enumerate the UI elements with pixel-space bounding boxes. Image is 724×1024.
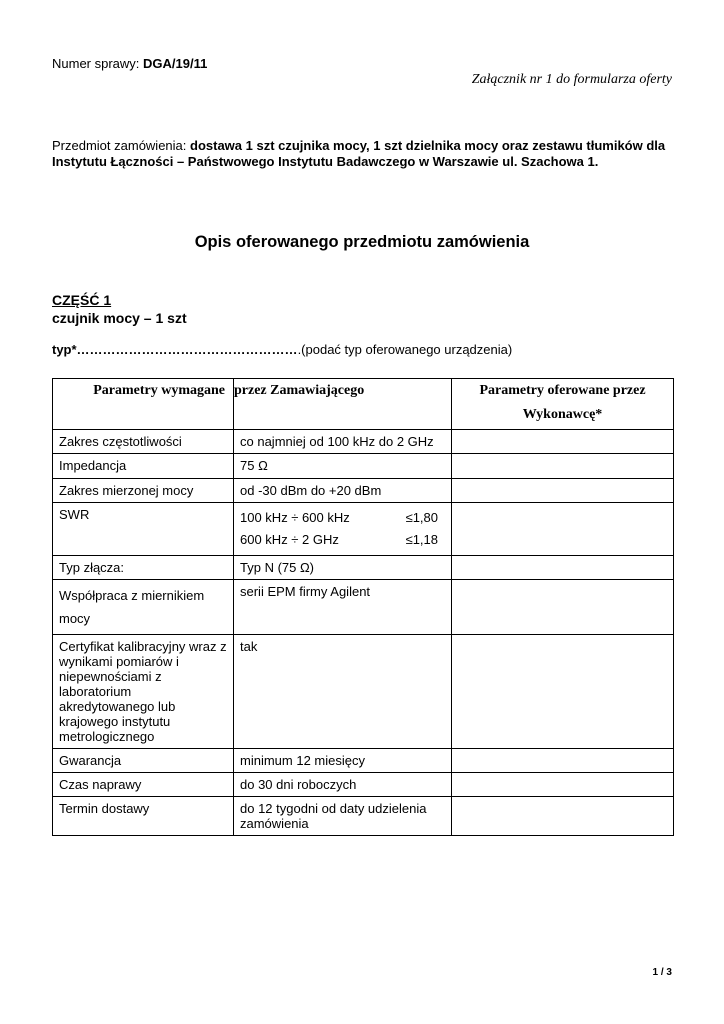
table-row bbox=[53, 503, 674, 556]
param-required: tak bbox=[234, 635, 452, 749]
case-number-line bbox=[52, 56, 207, 71]
param-name: Współpraca z miernikiem mocy bbox=[53, 580, 234, 635]
param-required: serii EPM firmy Agilent bbox=[234, 580, 452, 635]
swr-value: ≤1,18 bbox=[405, 532, 438, 547]
param-offered-cell[interactable] bbox=[452, 797, 674, 836]
param-required: co najmniej od 100 kHz do 2 GHz bbox=[234, 430, 452, 454]
param-name: Czas naprawy bbox=[53, 773, 234, 797]
param-required bbox=[234, 503, 452, 556]
device-type-label: typ*…………………………………………… bbox=[52, 342, 298, 357]
param-required: 75 Ω bbox=[234, 454, 452, 479]
swr-value: ≤1,80 bbox=[405, 510, 438, 525]
table-row bbox=[53, 454, 674, 479]
device-type-line bbox=[52, 342, 512, 357]
table-row bbox=[53, 556, 674, 580]
param-name: SWR bbox=[53, 503, 234, 556]
table-row bbox=[53, 797, 674, 836]
param-offered-cell[interactable] bbox=[452, 580, 674, 635]
page-number: 1 / 3 bbox=[652, 967, 672, 978]
order-subject-text: dostawa 1 szt czujnika mocy, 1 szt dzielnika mocy oraz zestawu tłumików dla Instytutu Łączności – Państwowego Instytutu Badawczego w Warszawie ul. Szachowa 1. bbox=[52, 138, 666, 169]
swr-range: 600 kHz ÷ 2 GHz bbox=[240, 532, 339, 547]
order-subject-label: Przedmiot zamówienia: bbox=[52, 138, 190, 153]
param-name: Typ złącza: bbox=[53, 556, 234, 580]
device-type-hint: .(podać typ oferowanego urządzenia) bbox=[297, 342, 513, 357]
table-header-row bbox=[53, 379, 674, 430]
param-name: Gwarancja bbox=[53, 749, 234, 773]
param-offered-cell[interactable] bbox=[452, 503, 674, 556]
table-row bbox=[53, 430, 674, 454]
param-offered-cell[interactable] bbox=[452, 773, 674, 797]
table-row bbox=[53, 479, 674, 503]
param-required: do 12 tygodni od daty udzielenia zamówienia bbox=[234, 797, 452, 836]
param-required: Typ N (75 Ω) bbox=[234, 556, 452, 580]
param-name: Zakres mierzonej mocy bbox=[53, 479, 234, 503]
table-row bbox=[53, 773, 674, 797]
param-offered-cell[interactable] bbox=[452, 430, 674, 454]
part-heading: CZĘŚĆ 1 bbox=[52, 292, 112, 308]
param-name: Certyfikat kalibracyjny wraz z wynikami pomiarów i niepewnościami z laboratorium akredytowanego lub krajowego instytutu metrologicznego bbox=[53, 635, 234, 749]
document-title: Opis oferowanego przedmiotu zamówienia bbox=[194, 233, 530, 251]
param-required: od -30 dBm do +20 dBm bbox=[234, 479, 452, 503]
param-offered-cell[interactable] bbox=[452, 479, 674, 503]
param-name: Impedancja bbox=[53, 454, 234, 479]
part-subheading: czujnik mocy – 1 szt bbox=[52, 310, 187, 326]
param-required: do 30 dni roboczych bbox=[234, 773, 452, 797]
table-row bbox=[53, 749, 674, 773]
order-subject bbox=[52, 138, 682, 170]
swr-line bbox=[240, 507, 438, 529]
case-number-label: Numer sprawy: bbox=[52, 56, 144, 71]
attachment-note: Załącznik nr 1 do formularza oferty bbox=[471, 72, 672, 87]
table-row bbox=[53, 635, 674, 749]
parameters-table bbox=[52, 378, 674, 836]
param-offered-cell[interactable] bbox=[452, 556, 674, 580]
header-required-a: Parametry wymagane bbox=[53, 379, 234, 430]
table-row bbox=[53, 580, 674, 635]
param-offered-cell[interactable] bbox=[452, 635, 674, 749]
param-required: minimum 12 miesięcy bbox=[234, 749, 452, 773]
swr-range: 100 kHz ÷ 600 kHz bbox=[240, 510, 350, 525]
param-offered-cell[interactable] bbox=[452, 454, 674, 479]
param-name: Zakres częstotliwości bbox=[53, 430, 234, 454]
case-number-value: DGA/19/11 bbox=[143, 56, 208, 71]
param-name: Termin dostawy bbox=[53, 797, 234, 836]
param-offered-cell[interactable] bbox=[452, 749, 674, 773]
header-offered: Parametry oferowane przez Wykonawcę* bbox=[452, 379, 674, 430]
header-required-b: przez Zamawiającego bbox=[234, 379, 452, 430]
swr-line bbox=[240, 529, 438, 551]
